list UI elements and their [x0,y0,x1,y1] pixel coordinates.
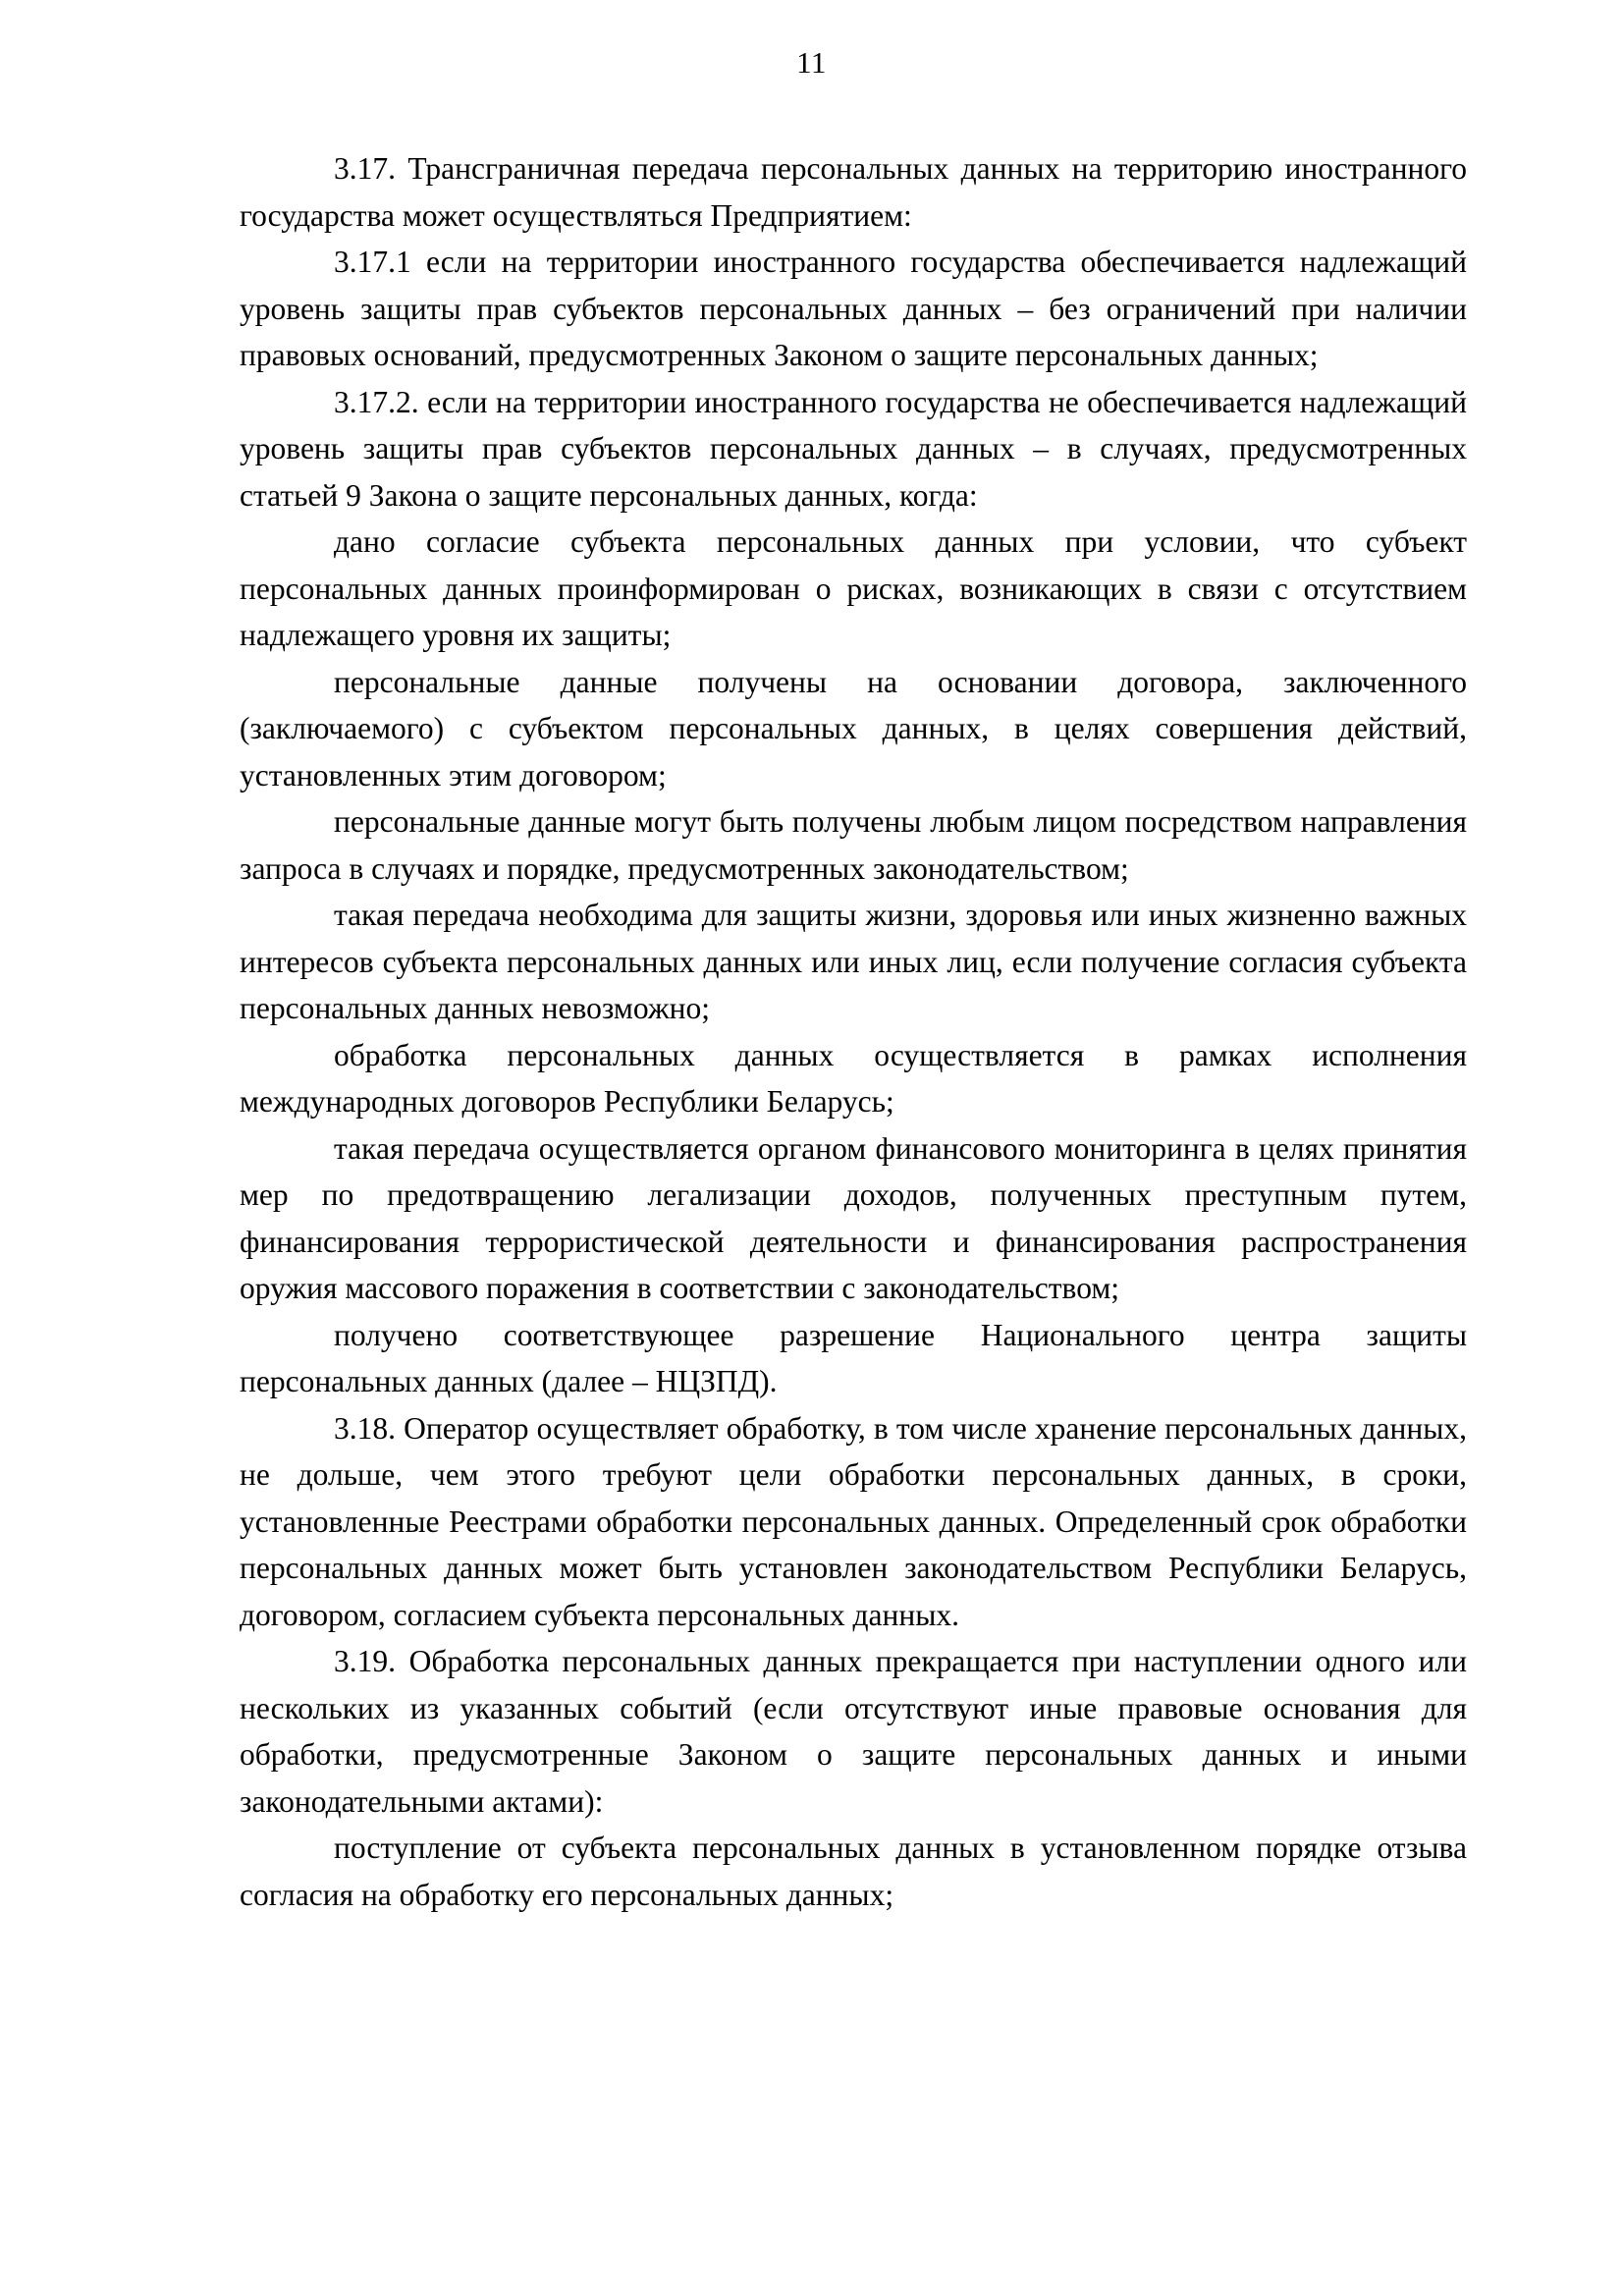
paragraph-item-request: персональные данные могут быть получены любым лицом посредством направления запроса в случаях и порядке, предусмотренных законодательством; [240,804,1467,886]
page-number: 11 [796,45,827,80]
paragraph-item-international-treaties: обработка персональных данных осуществляется в рамках исполнения международных договоров Республики Беларусь; [240,1037,1467,1119]
document-body [240,145,1467,1918]
paragraph-item-financial-monitoring: такая передача осуществляется органом финансового мониторинга в целях принятия мер по предотвращению легализации доходов, полученных преступным путем, финансирования террористической деятельности и финансирования распространения оружия массового поражения в соответствии с законодательством; [240,1130,1467,1305]
paragraph-item-contract: персональные данные получены на основании договора, заключенного (заключаемого) с субъектом персональных данных, в целях совершения действий, установленных этим договором; [240,664,1467,793]
paragraph-clause-3-17: 3.17. Трансграничная передача персональных данных на территорию иностранного государства может осуществляться Предприятием: [240,151,1467,233]
paragraph-clause-3-17-2: 3.17.2. если на территории иностранного государства не обеспечивается надлежащий уровень защиты прав субъектов персональных данных – в случаях, предусмотренных статьей 9 Закона о защите персональных данных, когда: [240,384,1467,513]
paragraph-item-vital-interests: такая передача необходима для защиты жизни, здоровья или иных жизненно важных интересов субъекта персональных данных или иных лиц, если получение согласия субъекта персональных данных невозможно; [240,898,1467,1025]
paragraph-item-ncpdp-permission: получено соответствующее разрешение Национального центра защиты персональных данных (далее – НЦЗПД). [240,1317,1467,1398]
paragraph-clause-3-17-1: 3.17.1 если на территории иностранного государства обеспечивается надлежащий уровень защиты прав субъектов персональных данных – без ограничений при наличии правовых оснований, предусмотренных Законом о защите персональных данных; [240,245,1467,372]
paragraph-item-consent: дано согласие субъекта персональных данных при условии, что субъект персональных данных проинформирован о рисках, возникающих в связи с отсутствием надлежащего уровня их защиты; [240,524,1467,652]
paragraph-item-withdrawal: поступление от субъекта персональных данных в установленном порядке отзыва согласия на обработку его персональных данных; [240,1831,1467,1912]
paragraph-clause-3-18: 3.18. Оператор осуществляет обработку, в том числе хранение персональных данных, не дольше, чем этого требуют цели обработки персональных данных, в сроки, установленные Реестрами обработки персональных данных. Определенный срок обработки персональных данных может быть установлен законодательством Республики Беларусь, договором, согласием субъекта персональных данных. [240,1410,1467,1632]
paragraph-clause-3-19: 3.19. Обработка персональных данных прекращается при наступлении одного или нескольких из указанных событий (если отсутствуют иные правовые основания для обработки, предусмотренные Законом о защите персональных данных и иными законодательными актами): [240,1644,1467,1819]
